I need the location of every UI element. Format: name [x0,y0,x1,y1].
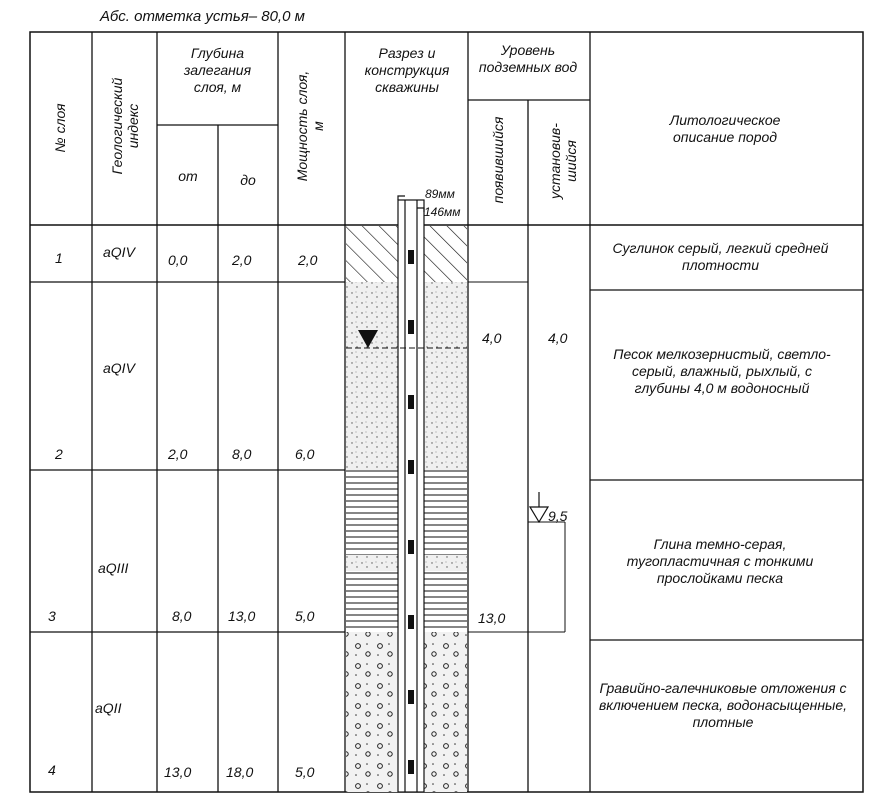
depth-to: 13,0 [228,608,256,624]
casing-outer-label: 146мм [424,205,461,219]
header-depth: Глубина залегания слоя, м [183,45,252,95]
header-gw-established: установив-шийся [547,123,579,199]
header-gw-appeared: появившийся [490,116,506,204]
description: Гравийно-галечниковые отложения с включением песка, водонасыщенные, плотные [598,680,848,730]
geo-index: aQIV [103,360,135,376]
thickness: 2,0 [298,252,318,268]
gw-established: 4,0 [548,330,568,346]
layer-no: 4 [48,762,56,778]
description: Песок мелкозернистый, светло-серый, влажный, рыхлый, с глубины 4,0 м водоносный [613,346,831,396]
collar-elevation: Абс. отметка устья– 80,0 м [100,8,305,25]
depth-to: 18,0 [226,764,254,780]
geo-index: aQII [95,700,122,716]
description: Глина темно-серая, тугопластичная с тонкими прослойками песка [626,536,814,586]
depth-from: 0,0 [168,252,188,268]
thickness: 6,0 [295,446,315,462]
gw-appeared: 13,0 [478,610,506,626]
depth-to: 2,0 [232,252,252,268]
thickness: 5,0 [295,764,315,780]
depth-from: 2,0 [168,446,188,462]
header-geo-index: Геологический индекс [109,77,141,175]
header-thickness: Мощность слоя, м [294,70,326,182]
layer-no: 1 [55,250,63,266]
layer-no: 2 [55,446,63,462]
thickness: 5,0 [295,608,315,624]
depth-from: 13,0 [164,764,192,780]
header-description: Литологическое описание пород [669,112,781,145]
casing-inner-label: 89мм [425,187,455,201]
header-groundwater: Уровень подземных вод [478,42,578,75]
layer-no: 3 [48,608,56,624]
depth-to: 8,0 [232,446,252,462]
depth-from: 8,0 [172,608,192,624]
gw-established: 9,5 [548,508,568,524]
gw-appeared: 4,0 [482,330,502,346]
header-section: Разрез и конструкция скважины [364,45,450,95]
geo-index: aQIII [98,560,129,576]
geo-index: aQIV [103,244,135,260]
header-layer-no: № слоя [52,103,68,153]
header-depth-from: от [178,168,198,184]
description: Суглинок серый, легкий средней плотности [612,240,829,273]
header-depth-to: до [240,172,256,188]
